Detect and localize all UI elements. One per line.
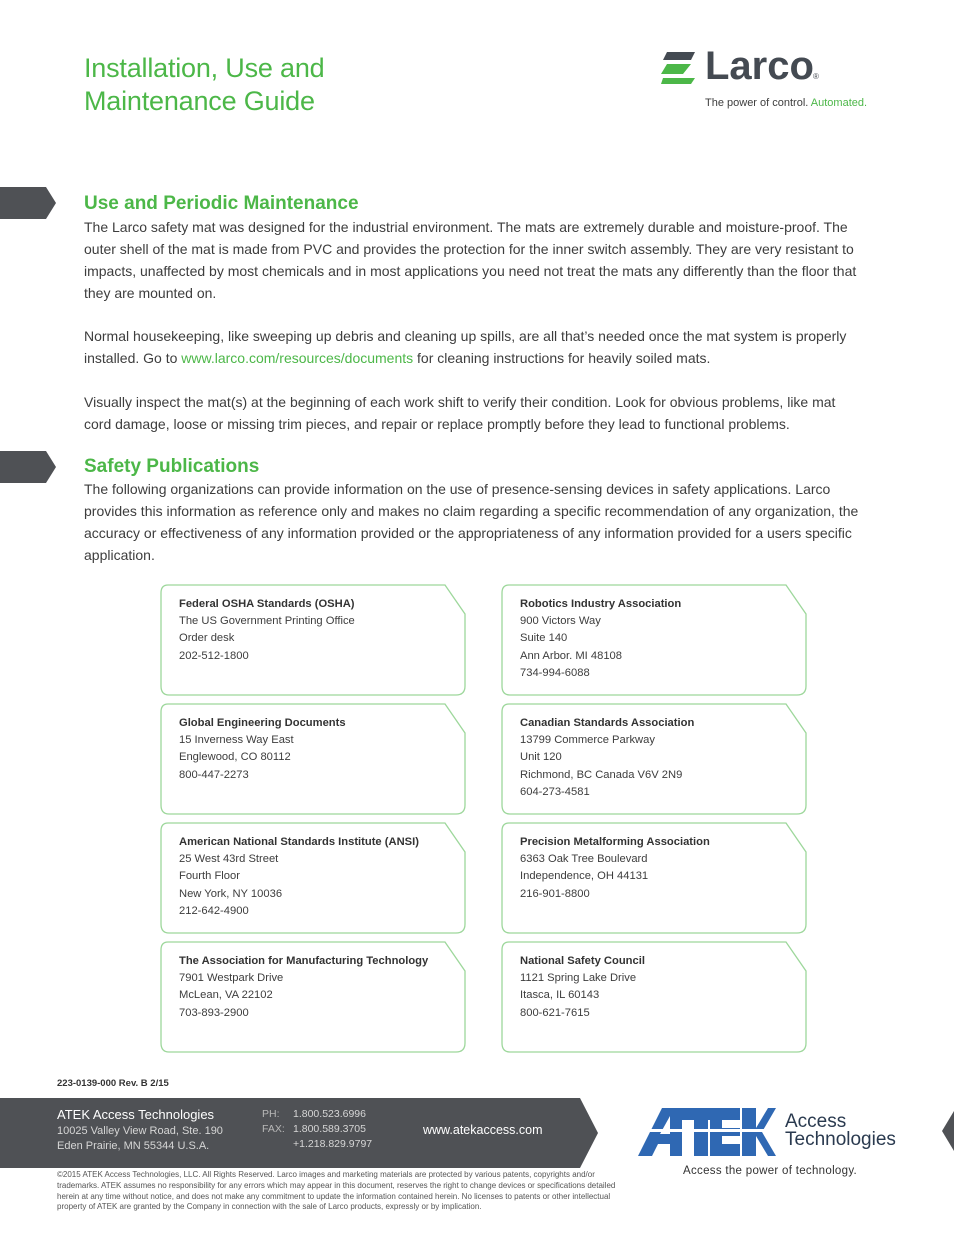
footer-contact-numbers bbox=[262, 1107, 373, 1152]
organization-detail-line: Independence, OH 44131 bbox=[520, 870, 649, 883]
organization-details bbox=[520, 953, 645, 1022]
legal-disclaimer: ©2015 ATEK Access Technologies, LLC. All Rights Reserved. Larco images and marketing materials are protected by various patents, copyrights and/or trademarks. ATEK assumes no responsibility for any errors which may appear in this document, reserves the right to change devices or specifications detailed herein at any time without notice, and does not make any commitment to update the information contained herein. No licenses to patents or other intellectual property of ATEK are granted by the Company in connection with the sale of Larco products, expressly or by implication. bbox=[57, 1170, 616, 1212]
organization-details bbox=[179, 953, 428, 1022]
atek-access-line-1: Access bbox=[785, 1111, 847, 1132]
document-number: 223-0139-000 Rev. B 2/15 bbox=[57, 1078, 169, 1089]
organization-detail-line: 734-994-6088 bbox=[520, 666, 590, 679]
section-heading-publications: Safety Publications bbox=[84, 456, 260, 477]
organization-name: American National Standards Institute (ANSI) bbox=[179, 836, 419, 848]
organization-detail-line: Order desk bbox=[179, 632, 235, 645]
paragraph-housekeeping bbox=[84, 326, 864, 370]
documents-link[interactable]: www.larco.com/resources/documents bbox=[181, 349, 414, 366]
paragraph-mat-design: The Larco safety mat was designed for the industrial environment. The mats are extremely durable and moisture-proof. The outer shell of the mat is made from PVC and provides the protection for the inner switch assembly. They are very resistant to impacts, unaffected by most chemicals and in most applications you need not treat the mats any differently than the floor that they are mounted on. bbox=[84, 219, 857, 301]
organization-detail-line: 703-893-2900 bbox=[179, 1006, 249, 1019]
organization-name: National Safety Council bbox=[520, 955, 645, 967]
paragraph-inspection: Visually inspect the mat(s) at the beginning of each work shift to verify their condition. Look for obvious problems, like mat cord damage, loose or missing trim pieces, and repair or replace promptly before they lead to functional problems. bbox=[84, 394, 836, 432]
atek-access-technologies bbox=[785, 1113, 896, 1149]
fax-number: 1.800.589.3705 bbox=[293, 1123, 366, 1135]
section-tab-marker bbox=[0, 187, 56, 219]
organization-detail-line: Richmond, BC Canada V6V 2N9 bbox=[520, 768, 683, 781]
organization-details bbox=[179, 715, 346, 784]
organization-detail-line: Itasca, IL 60143 bbox=[520, 989, 600, 1002]
footer-company-name: ATEK Access Technologies bbox=[57, 1107, 215, 1122]
paragraph-publications-intro: The following organizations can provide information on the use of presence-sensing devices in safety applications. Larco provides this information as reference only and makes no claim regarding a specific recommendation of any organization, the accuracy or effectiveness of any information provided or the appropriateness of any information provided for a users specific application. bbox=[84, 481, 859, 563]
section-heading-maintenance: Use and Periodic Maintenance bbox=[84, 193, 359, 214]
organization-card bbox=[160, 941, 466, 1053]
organization-detail-line: Englewood, CO 80112 bbox=[179, 751, 291, 764]
organization-name: Canadian Standards Association bbox=[520, 717, 695, 729]
organization-details bbox=[179, 596, 355, 665]
organization-card bbox=[501, 703, 807, 815]
footer-website-link[interactable]: www.atekaccess.com bbox=[423, 1123, 543, 1137]
document-title bbox=[84, 52, 324, 118]
page-edge-tab bbox=[942, 1111, 954, 1151]
logo-tagline bbox=[705, 97, 867, 109]
organization-detail-line: 25 West 43rd Street bbox=[179, 853, 279, 866]
intl-number: +1.218.829.9797 bbox=[293, 1138, 373, 1150]
organization-card bbox=[160, 584, 466, 696]
tagline-accent: Automated. bbox=[810, 97, 868, 109]
phone-number: 1.800.523.6996 bbox=[293, 1108, 366, 1120]
tagline-main: The power of control. bbox=[705, 97, 809, 109]
larco-logo bbox=[661, 44, 901, 116]
organization-detail-line: Ann Arbor. MI 48108 bbox=[520, 649, 622, 662]
atek-tagline: Access the power of technology. bbox=[683, 1165, 858, 1177]
organization-detail-line: 800-621-7615 bbox=[520, 1006, 590, 1019]
footer-address bbox=[57, 1124, 223, 1154]
organization-detail-line: 15 Inverness Way East bbox=[179, 734, 294, 747]
organization-detail-line: 212-642-4900 bbox=[179, 904, 249, 917]
atek-access-line-2: Technologies bbox=[785, 1129, 896, 1150]
organization-card bbox=[160, 703, 466, 815]
organization-name: Precision Metalforming Association bbox=[520, 836, 710, 848]
organization-detail-line: 202-512-1800 bbox=[179, 649, 249, 662]
atek-mark-icon bbox=[638, 1104, 778, 1158]
organization-card bbox=[160, 822, 466, 934]
organization-detail-line: 13799 Commerce Parkway bbox=[520, 734, 655, 747]
organization-details bbox=[520, 834, 710, 903]
organization-detail-line: 800-447-2273 bbox=[179, 768, 249, 781]
organization-detail-line: 604-273-4581 bbox=[520, 785, 590, 798]
organization-detail-line: 900 Victors Way bbox=[520, 615, 601, 628]
housekeeping-text-before: Normal housekeeping, like sweeping up debris and cleaning up spills, are all that’s needed once the mat system is properly installed. Go to bbox=[84, 328, 847, 366]
organization-detail-line: 216-901-8800 bbox=[520, 887, 590, 900]
organization-card bbox=[501, 941, 807, 1053]
organization-detail-line: McLean, VA 22102 bbox=[179, 989, 273, 1002]
title-line-2: Maintenance Guide bbox=[84, 86, 315, 116]
phone-label: PH: bbox=[262, 1108, 280, 1120]
organization-card bbox=[501, 822, 807, 934]
logo-wordmark: Larco bbox=[705, 44, 814, 88]
organization-detail-line: Fourth Floor bbox=[179, 870, 240, 883]
organization-details bbox=[520, 715, 694, 801]
organization-name: Robotics Industry Association bbox=[520, 598, 682, 610]
section-tab-marker bbox=[0, 451, 56, 483]
address-line-2: Eden Prairie, MN 55344 U.S.A. bbox=[57, 1140, 210, 1152]
organization-name: The Association for Manufacturing Technology bbox=[179, 955, 429, 967]
address-line-1: 10025 Valley View Road, Ste. 190 bbox=[57, 1125, 223, 1137]
atek-logo bbox=[638, 1104, 908, 1184]
organization-name: Federal OSHA Standards (OSHA) bbox=[179, 598, 355, 610]
organization-detail-line: 1121 Spring Lake Drive bbox=[520, 972, 637, 985]
larco-chevron-icon bbox=[661, 52, 697, 86]
housekeeping-text-after: for cleaning instructions for heavily soiled mats. bbox=[413, 349, 711, 366]
logo-registered-mark: ® bbox=[813, 72, 819, 81]
organization-detail-line: 7901 Westpark Drive bbox=[179, 972, 284, 985]
organization-detail-line: 6363 Oak Tree Boulevard bbox=[520, 853, 648, 866]
fax-label: FAX: bbox=[262, 1123, 285, 1135]
organization-card bbox=[501, 584, 807, 696]
organization-detail-line: The US Government Printing Office bbox=[179, 615, 355, 628]
title-line-1: Installation, Use and bbox=[84, 53, 325, 83]
organization-detail-line: Unit 120 bbox=[520, 751, 562, 764]
organization-details bbox=[520, 596, 681, 682]
organization-details bbox=[179, 834, 419, 920]
organization-name: Global Engineering Documents bbox=[179, 717, 346, 729]
organization-detail-line: Suite 140 bbox=[520, 632, 568, 645]
organization-detail-line: New York, NY 10036 bbox=[179, 887, 283, 900]
